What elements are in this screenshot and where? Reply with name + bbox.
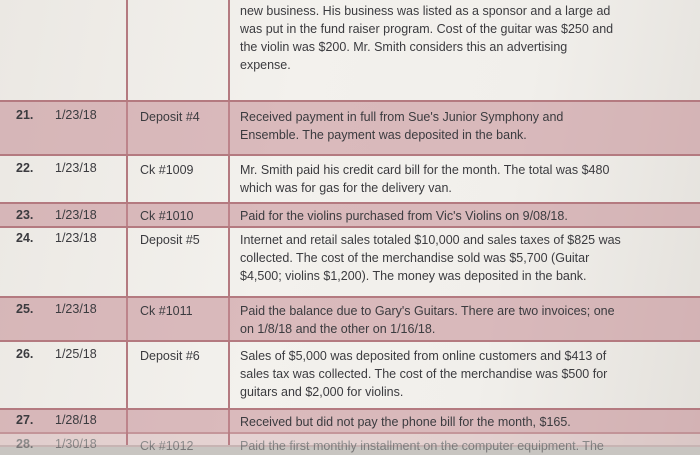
entry-description [240, 302, 680, 338]
table-row [0, 296, 700, 342]
entry-date: 1/28/18 [55, 413, 97, 427]
table-row [0, 226, 700, 298]
description-line: Sales of $5,000 was deposited from online customers and $413 of [240, 349, 607, 363]
entry-number: 27. [16, 413, 34, 427]
entry-reference: Deposit #4 [140, 110, 200, 124]
entry-date: 1/23/18 [55, 208, 97, 222]
entry-date: 1/23/18 [55, 161, 97, 175]
description-line: guitars and $2,000 for violins. [240, 385, 404, 399]
intro-line: was put in the fund raiser program. Cost of the guitar was $250 and [240, 22, 614, 36]
description-line: Paid the balance due to Gary's Guitars. There are two invoices; one [240, 304, 615, 318]
entry-reference: Ck #1009 [140, 163, 194, 177]
entry-description [240, 207, 680, 225]
entry-reference: Ck #1012 [140, 439, 194, 453]
entry-number: 22. [16, 161, 34, 175]
entry-number: 23. [16, 208, 34, 222]
description-line: on 1/8/18 and the other on 1/16/18. [240, 322, 436, 336]
entry-date: 1/23/18 [55, 302, 97, 316]
entry-number: 25. [16, 302, 34, 316]
table-row [0, 432, 700, 453]
entry-date: 1/25/18 [55, 347, 97, 361]
entry-description [240, 161, 680, 197]
description-line: sales tax was collected. The cost of the merchandise was $500 for [240, 367, 608, 381]
description-line: Internet and retail sales totaled $10,000 and sales taxes of $825 was [240, 233, 621, 247]
intro-line: new business. His business was listed as a sponsor and a large ad [240, 4, 611, 18]
entry-description [240, 437, 680, 455]
intro-line: expense. [240, 58, 291, 72]
intro-line: the violin was $200. Mr. Smith considers this an advertising [240, 40, 568, 54]
entry-reference: Deposit #6 [140, 349, 200, 363]
entry-number: 21. [16, 108, 34, 122]
entry-description [240, 347, 680, 401]
table-row [0, 154, 700, 202]
entry-number: 28. [16, 437, 34, 451]
entry-date: 1/23/18 [55, 108, 97, 122]
table-row [0, 100, 700, 154]
description-line: Ensemble. The payment was deposited in the bank. [240, 128, 527, 142]
table-row [0, 408, 700, 434]
entry-description [240, 108, 680, 144]
entry-number: 24. [16, 231, 34, 245]
entry-reference: Deposit #5 [140, 233, 200, 247]
description-line: Received but did not pay the phone bill for the month, $165. [240, 415, 571, 429]
description-line: Mr. Smith paid his credit card bill for the month. The total was $480 [240, 163, 610, 177]
entry-reference: Ck #1011 [140, 304, 193, 318]
description-line: $4,500; violins $1,200). The money was deposited in the bank. [240, 269, 587, 283]
description-line: collected. The cost of the merchandise sold was $5,700 (Guitar [240, 251, 590, 265]
entry-description [240, 413, 680, 431]
entry-date: 1/23/18 [55, 231, 97, 245]
intro-text [240, 0, 613, 74]
table-row [0, 202, 700, 228]
description-line: which was for gas for the delivery van. [240, 181, 452, 195]
entry-date: 1/30/18 [55, 437, 97, 451]
description-line: Paid for the violins purchased from Vic's Violins on 9/08/18. [240, 209, 568, 223]
description-line: Received payment in full from Sue's Junior Symphony and [240, 110, 564, 124]
table-row [0, 340, 700, 410]
entry-number: 26. [16, 347, 34, 361]
entry-reference: Ck #1010 [140, 209, 194, 223]
description-line: Paid the first monthly installment on the computer equipment. The [240, 439, 604, 453]
entry-description [240, 231, 680, 285]
